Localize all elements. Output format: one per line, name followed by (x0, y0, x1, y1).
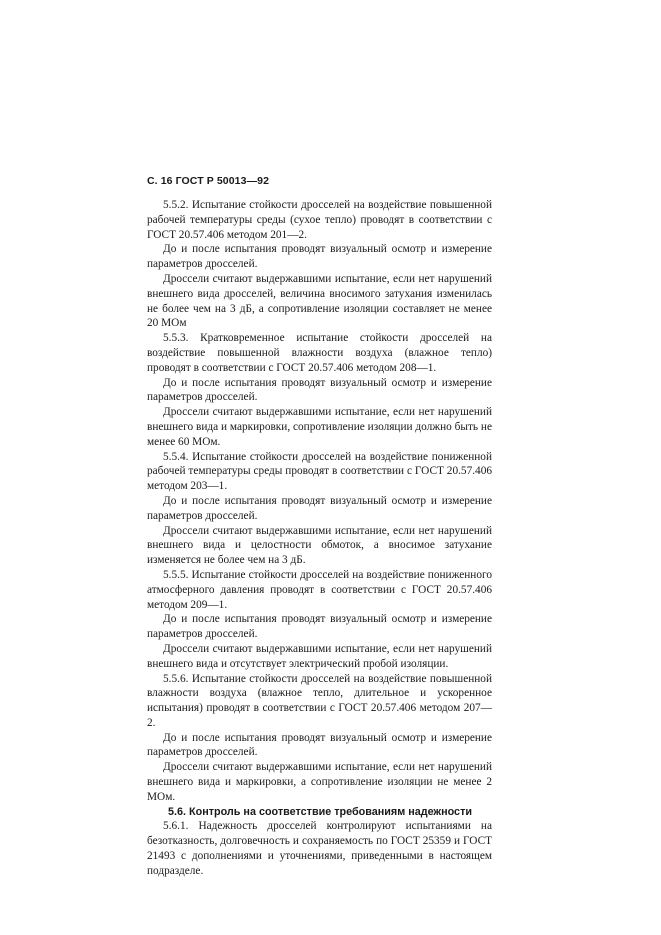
paragraph: Дроссели считают выдержавшими испытание, если нет нарушений внешнего вида и целостности обмоток, а вносимое затухание изменяется не более чем на 3 дБ. (147, 524, 492, 567)
paragraph-5-5-3: 5.5.3. Кратковременное испытание стойкости дросселей на воздействие повышенной влажности воздуха (влажное тепло) проводят в соответствии с ГОСТ 20.57.406 методом 208—1. (147, 332, 492, 374)
section-heading-5-6: 5.6. Контроль на соответствие требованиям надежности (168, 805, 472, 818)
paragraph-5-5-6: 5.5.6. Испытание стойкости дросселей на воздействие повышенной влажности воздуха (влажное тепло, длительное и ускоренное испытания) проводят в соответствии с ГОСТ 20.57.406 методом 207—2. (147, 672, 492, 729)
paragraph: Дроссели считают выдержавшими испытание, если нет нарушений внешнего вида и маркировки, сопротивление изоляции должно быть не менее 60 МОм. (147, 406, 492, 448)
paragraph: Дроссели считают выдержавшими испытание, если нет нарушений внешнего вида дросселей, величина вносимого затухания изменилась не более чем на 3 дБ, а сопротивление изоляции составляет не менее 20 МОм (147, 272, 492, 330)
paragraph: Дроссели считают выдержавшими испытание, если нет нарушений внешнего вида и маркировки, а сопротивление изоляции не менее 2 МОм. (147, 761, 492, 803)
page-header: С. 16 ГОСТ Р 50013—92 (147, 175, 270, 187)
paragraph: До и после испытания проводят визуальный осмотр и измерение параметров дросселей. (147, 376, 492, 404)
document-body (147, 198, 492, 879)
paragraph: До и после испытания проводят визуальный осмотр и измерение параметров дросселей. (147, 613, 492, 641)
paragraph: Дроссели считают выдержавшими испытание, если нет нарушений внешнего вида и отсутствует электрический пробой изоляции. (147, 642, 492, 670)
paragraph-5-6-1: 5.6.1. Надежность дросселей контролируют испытаниями на безотказность, долговечность и сохраняемость по ГОСТ 25359 и ГОСТ 21493 с дополнениями и уточнениями, приведенными в настоящем подразделе. (147, 820, 492, 877)
paragraph: До и после испытания проводят визуальный осмотр и измерение параметров дросселей. (147, 243, 492, 271)
paragraph-5-5-4: 5.5.4. Испытание стойкости дросселей на воздействие пониженной рабочей температуры среды проводят в соответствии с ГОСТ 20.57.406 методом 203—1. (147, 450, 492, 493)
paragraph: До и после испытания проводят визуальный осмотр и измерение параметров дросселей. (147, 731, 492, 759)
paragraph-5-5-2: 5.5.2. Испытание стойкости дросселей на воздействие повышенной рабочей температуры среды (сухое тепло) проводят в соответствии с ГОСТ 20.57.406 методом 201—2. (147, 199, 492, 241)
paragraph-5-5-5: 5.5.5. Испытание стойкости дросселей на воздействие пониженного атмосферного давления проводят в соответствии с ГОСТ 20.57.406 методом 209—1. (147, 568, 492, 611)
paragraph: До и после испытания проводят визуальный осмотр и измерение параметров дросселей. (147, 494, 492, 522)
